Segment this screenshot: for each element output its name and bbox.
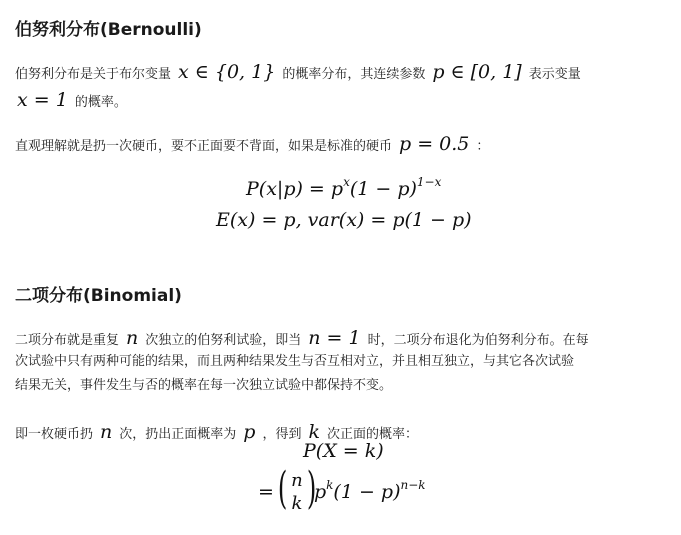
left-paren: (	[277, 463, 288, 514]
text-segment: 的概率分布，其连续参数	[282, 67, 426, 82]
bernoulli-intuition	[15, 133, 489, 158]
bernoulli-heading: 伯努利分布(Bernoulli)	[15, 20, 202, 40]
formula-equals: =	[258, 481, 274, 503]
text-segment: 次，扔出正面概率为	[119, 427, 237, 442]
binomial-coefficient	[277, 463, 317, 516]
math-inline: p = 0.5	[399, 133, 470, 155]
math-inline: k	[308, 421, 320, 443]
binomial-definition-line2: 次试验中只有两种可能的结果，而且两种结果发生与否互相对立，并且相互独立，与其它各次试验	[15, 354, 575, 369]
binom-bottom: k	[291, 493, 303, 514]
formula-superscript: k	[326, 478, 334, 492]
bernoulli-moments-formula: E(x) = p, var(x) = p(1 − p)	[216, 209, 472, 231]
math-inline: x ∈ {0, 1}	[178, 61, 276, 83]
text-segment: 的概率。	[74, 95, 127, 110]
text-segment: 直观理解就是扔一次硬币，要不正面要不背面，如果是标准的硬币	[15, 139, 393, 154]
bernoulli-pmf-formula	[246, 175, 442, 200]
formula-superscript: 1−x	[416, 175, 442, 189]
math-inline: x = 1	[17, 89, 68, 111]
text-segment: 即一枚硬币扔	[15, 427, 94, 442]
math-inline: p	[243, 421, 256, 443]
bernoulli-definition-line2	[15, 89, 127, 114]
binomial-probability-lhs: P(X = k)	[303, 440, 384, 462]
formula-superscript: x	[343, 175, 350, 189]
text-segment: 时，二项分布退化为伯努利分布。在每	[367, 333, 589, 348]
bernoulli-definition-line1	[15, 61, 581, 86]
binom-top: n	[291, 470, 303, 491]
binomial-pmf-formula	[258, 463, 426, 516]
text-segment: ：	[476, 139, 490, 154]
math-inline: n	[100, 421, 113, 443]
formula-part: (1 − p)	[333, 481, 401, 503]
text-segment: 二项分布就是重复	[15, 333, 120, 348]
formula-part: (1 − p)	[349, 178, 417, 200]
binomial-heading: 二项分布(Binomial)	[15, 286, 182, 306]
formula-superscript: n−k	[400, 478, 426, 492]
binomial-definition-line3: 结果无关，事件发生与否的概率在每一次独立试验中都保持不变。	[15, 378, 393, 393]
text-segment: 次正面的概率：	[326, 427, 418, 442]
text-segment: ，得到	[262, 427, 302, 442]
math-inline: n = 1	[308, 327, 361, 349]
text-segment: 次独立的伯努利试验，即当	[145, 333, 302, 348]
math-inline: p ∈ [0, 1]	[432, 61, 522, 83]
text-segment: 表示变量	[528, 67, 581, 82]
math-inline: n	[126, 327, 139, 349]
text-segment: 伯努利分布是关于布尔变量	[15, 67, 172, 82]
formula-part: p	[313, 481, 327, 503]
right-paren: )	[306, 463, 317, 514]
formula-part: P(x|p) = p	[246, 178, 344, 200]
binomial-definition-line1	[15, 327, 589, 352]
